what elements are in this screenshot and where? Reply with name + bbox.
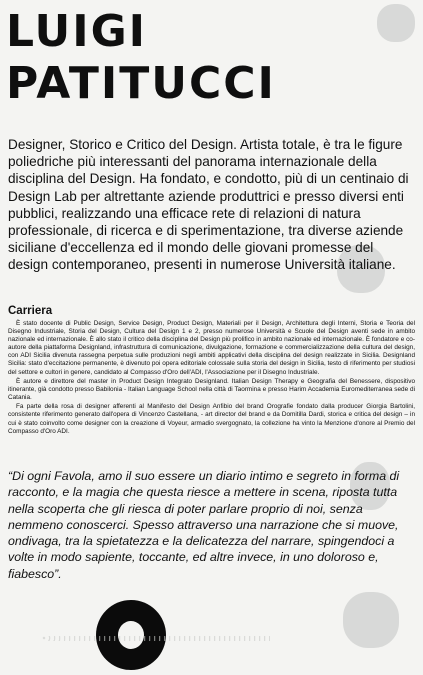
career-paragraph-2: È autore e direttore del master in Product Design Integrato Designland. Italian Design Therapy e Geografia del Benessere, dispositivo itinerante, già condotto presso Babilonia - Italian Language School nella città di Taormina e presso Harim Accademia Euromediterranea sede di Catania.: [8, 377, 415, 402]
title-line-1: LUIGI: [6, 6, 148, 57]
dot-pattern: [42, 636, 270, 641]
career-paragraph-3: Fa parte della rosa di designer afferenti al Manifesto del Design Anfibio del brand Orografie fondato dalla producer Giorgia Bartolini, consistente riferimento generato dall'opera di Vincenzo Castellana, - art director del brand e da Domitilla Dardi, storica e critica del design – in cui è stato coinvolto come designer con la creazione di Voyeur, armadio svergognato, la collezione ha vinto la Menzione d'onore al Premio del Compasso d'Oro ADI.: [8, 403, 415, 435]
section-title: Carriera: [8, 305, 53, 317]
career-text-block: [8, 320, 415, 437]
quote-text: “Di ogni Favola, amo il suo essere un diario intimo e segreto in forma di racconto, e la magia che questa riesce a mettere in scena, riposta tutta nella scoperta che gli riesca di poter parlare proprio di noi, senza nemmeno conoscerci. Spesso attraverso una narrazione che si muove, ondivaga, tra la spietatezza e la delicatezza del narrare, spingendoci a volte in modo sapiente, toccante, ed altre invece, in uno doloroso e, fiabesco”.: [8, 469, 400, 581]
decorative-shape-lower-right: [343, 592, 399, 648]
decorative-shape-top-right: [377, 4, 415, 42]
career-paragraph-1: È stato docente di Public Design, Service Design, Product Design, Materiali per il Design, Architettura degli Interni, Storia e Teoria del Disegno Industriale, Storia del Design, Cultura del Design 1 e 2, presso numerose Università e Scuole del Design aventi sede in ambito nazionale ed internazionale. È allo stato il critico della disciplina del Design più prolifico in ambito nazionale ed internazionale. È fondatore e co-autore della piattaforma Designland, infrastruttura di comunicazione, divulgazione, formazione e commercializzazione della cultura del design, con ADI Sicilia divenuta rassegna perpetua sulle produzioni negli ambiti applicativi della disciplina del design realizzate in Sicilia. Designland Sicilia: stato d'eccitazione permanente, è divenuto poi opera editoriale colossale sulla storia del design in Sicilia, testo di riferimento per studiosi del settore e cultori in genere, candidato al Compasso d'Oro dell'ADI, l'Associazione per il Disegno Industriale.: [8, 320, 415, 376]
intro-paragraph: Designer, Storico e Critico del Design. Artista totale, è tra le figure poliedriche più interessanti del panorama internazionale della disciplina del Design. Ha fondato, e condotto, più di un centinaio di Design Lab per altrettante aziende produttrici e presso diversi enti pubblici, realizzando una efficace rete di relazioni di natura professionale, di ricerca e di sperimentazione, tra diverse aziende siciliane d'eccellenza ed il mondo delle giovani promesse del design contemporaneo, presenti in numerose Università italiane.: [8, 137, 409, 273]
bottom-circle-logo: [96, 600, 166, 670]
title-line-2: PATITUCCI: [6, 58, 276, 109]
